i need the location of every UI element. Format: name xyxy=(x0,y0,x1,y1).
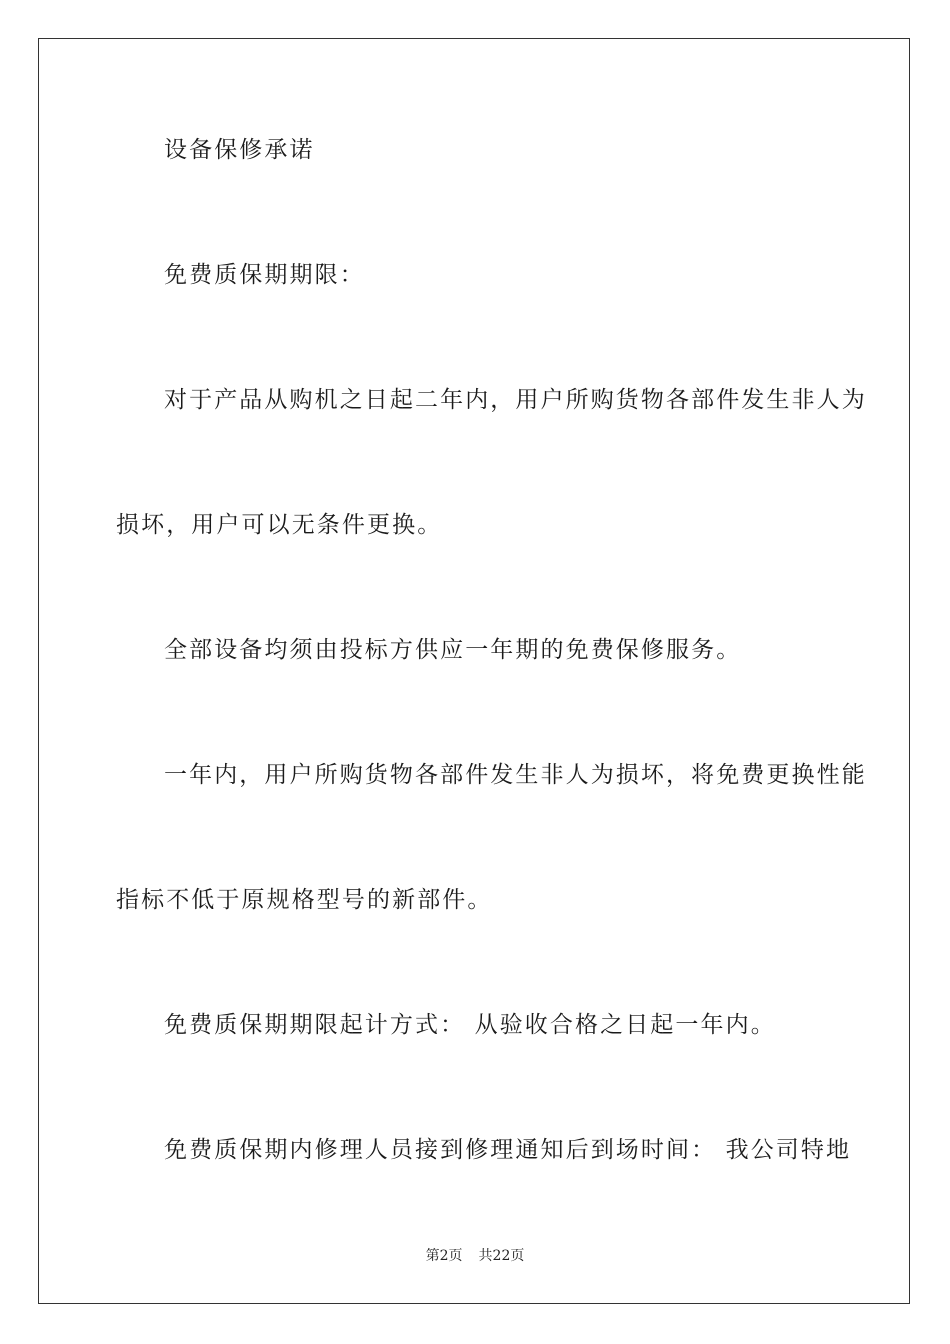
paragraph-line: 指标不低于原规格型号的新部件。 xyxy=(116,887,493,913)
paragraph-line: 对于产品从购机之日起二年内，用户所购货物各部件发生非人为 xyxy=(164,387,867,413)
page-border xyxy=(38,38,910,1304)
page-total: 共22页 xyxy=(478,1248,525,1264)
paragraph-line: 免费质保期期限： xyxy=(164,262,365,288)
paragraph-line: 免费质保期内修理人员接到修理通知后到场时间： 我公司特地 xyxy=(164,1137,852,1163)
paragraph-line: 免费质保期期限起计方式： 从验收合格之日起一年内。 xyxy=(164,1012,776,1038)
page-footer xyxy=(0,1246,950,1266)
document-title: 设备保修承诺 xyxy=(164,137,315,163)
paragraph-line: 损坏，用户可以无条件更换。 xyxy=(116,512,443,538)
paragraph-line: 一年内，用户所购货物各部件发生非人为损坏，将免费更换性能 xyxy=(164,762,867,788)
paragraph-line: 全部设备均须由投标方供应一年期的免费保修服务。 xyxy=(164,637,742,663)
page-number: 第2页 xyxy=(425,1248,463,1264)
